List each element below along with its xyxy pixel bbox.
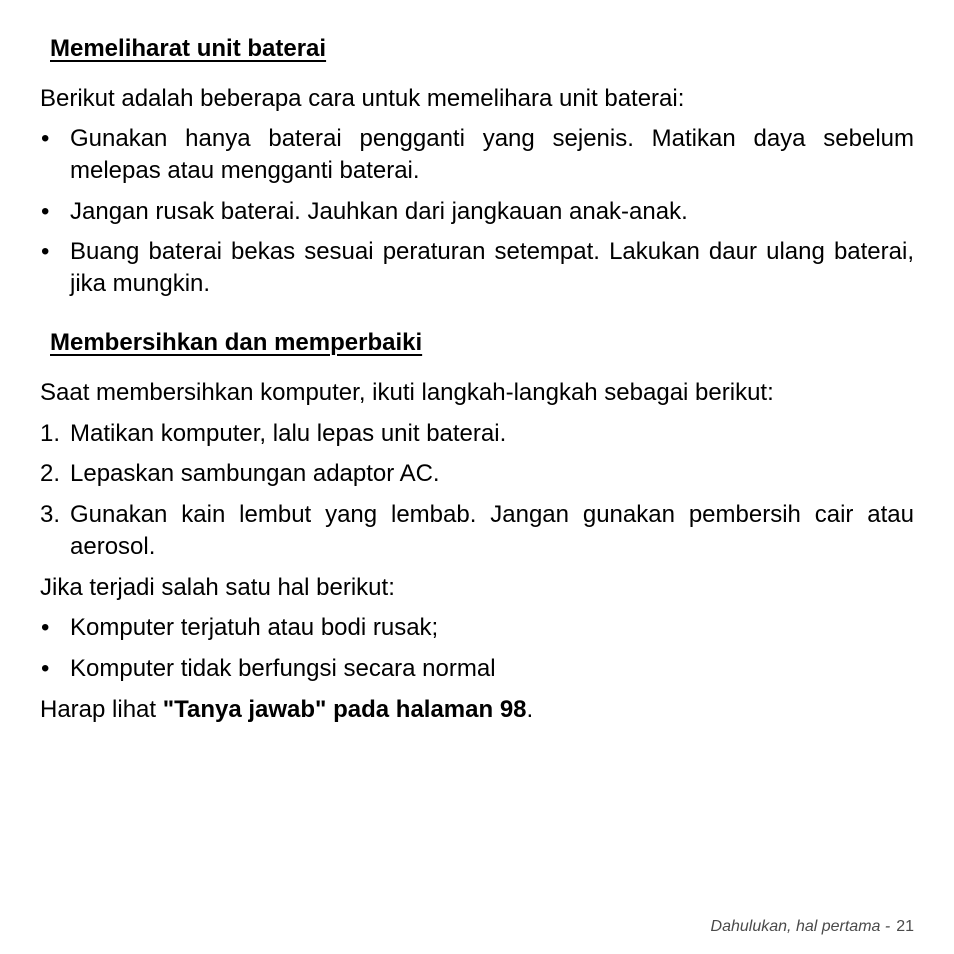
bullet-text: Jangan rusak baterai. Jauhkan dari jangkauan anak-anak. (70, 198, 688, 225)
page-footer (711, 916, 914, 938)
condition-intro: Jika terjadi salah satu hal berikut: (40, 574, 395, 601)
bullet-icon: • (41, 198, 50, 225)
reference-suffix: . (526, 696, 534, 723)
bullet-item (40, 653, 914, 685)
section-heading-battery: Memeliharat unit baterai (50, 35, 327, 62)
bullet-text: Gunakan hanya baterai pengganti yang sejenis. Matikan daya sebelum melepas atau mengganti baterai. (70, 125, 914, 184)
step-number: 3. (40, 501, 61, 528)
bullet-icon: • (41, 655, 50, 682)
bullet-item (40, 236, 914, 300)
section-heading-cleaning: Membersihkan dan memperbaiki (50, 329, 423, 356)
bullet-icon: • (41, 238, 50, 265)
step-number: 1. (40, 420, 61, 447)
bullet-item (40, 123, 914, 187)
bullet-icon: • (41, 614, 50, 641)
bullet-text: Komputer tidak berfungsi secara normal (70, 655, 496, 682)
bullet-icon: • (41, 125, 50, 152)
numbered-step (40, 418, 914, 450)
numbered-step (40, 458, 914, 490)
cleaning-intro: Saat membersihkan komputer, ikuti langkah-langkah sebagai berikut: (40, 379, 774, 406)
step-text: Lepaskan sambungan adaptor AC. (70, 460, 440, 487)
step-number: 2. (40, 460, 61, 487)
reference-link[interactable]: "Tanya jawab" pada halaman 98 (162, 696, 527, 723)
footer-section-title: Dahulukan, hal pertama - (710, 918, 891, 935)
reference-paragraph (40, 694, 914, 726)
bullet-text: Buang baterai bekas sesuai peraturan setempat. Lakukan daur ulang baterai, jika mungkin. (70, 238, 914, 297)
step-text: Matikan komputer, lalu lepas unit baterai. (70, 420, 507, 447)
step-text: Gunakan kain lembut yang lembab. Jangan gunakan pembersih cair atau aerosol. (70, 501, 914, 560)
battery-intro: Berikut adalah beberapa cara untuk memelihara unit baterai: (40, 85, 685, 112)
bullet-item (40, 612, 914, 644)
numbered-step (40, 499, 914, 563)
bullet-text: Komputer terjatuh atau bodi rusak; (70, 614, 439, 641)
bullet-item (40, 196, 914, 228)
reference-prefix: Harap lihat (40, 696, 163, 723)
page-number: 21 (896, 918, 914, 935)
